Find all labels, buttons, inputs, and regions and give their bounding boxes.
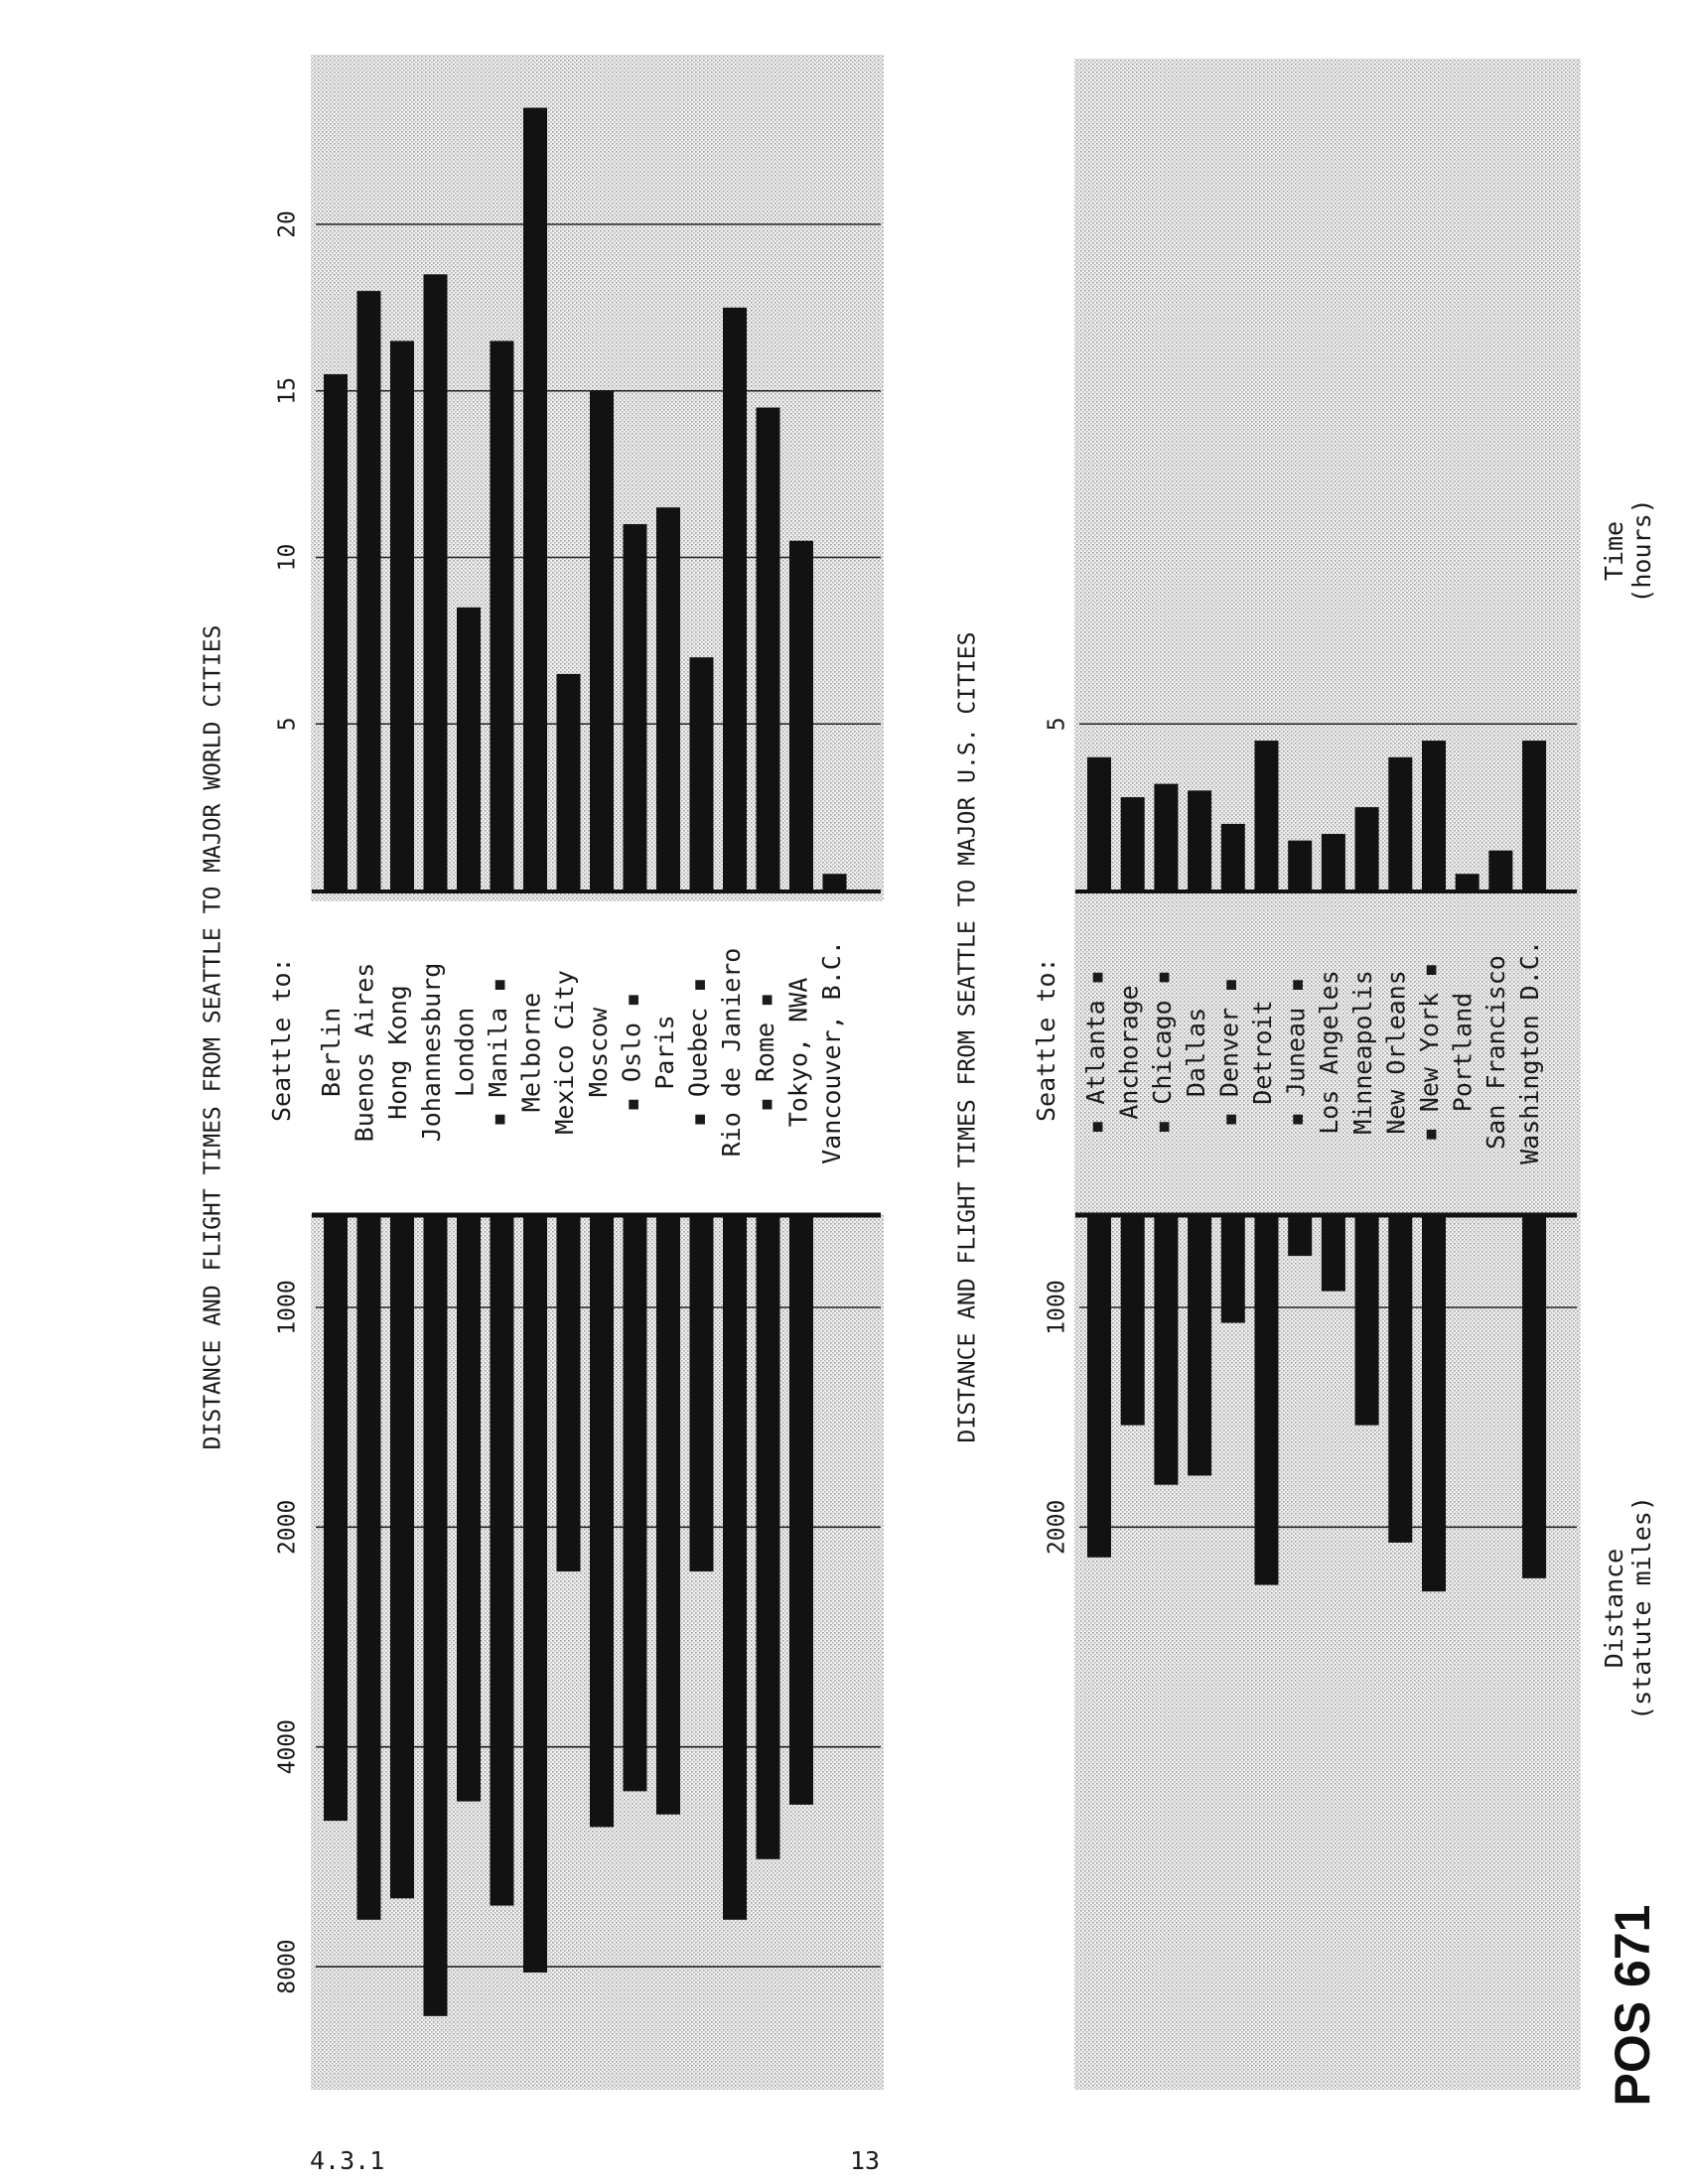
distance-bar xyxy=(1087,1217,1111,1558)
time-tick-label: 10 xyxy=(274,543,301,572)
distance-bar xyxy=(1255,1217,1279,1585)
category-label: ▪ Juneau ▪ xyxy=(1281,977,1311,1128)
time-bar xyxy=(656,507,680,890)
time-bar xyxy=(624,524,647,890)
category-label: Berlin xyxy=(317,1007,346,1098)
time-bar xyxy=(491,341,514,890)
category-label: Washington D.C. xyxy=(1514,940,1544,1164)
time-bar xyxy=(1488,851,1512,890)
distance-bar xyxy=(1388,1217,1412,1543)
time-bar xyxy=(723,308,747,890)
distance-axis-unit: (statute miles) xyxy=(1627,1496,1656,1720)
distance-bar xyxy=(491,1217,514,1906)
category-label: ▪ Atlanta ▪ xyxy=(1081,970,1110,1135)
time-bar xyxy=(457,608,481,890)
time-bar xyxy=(1422,741,1446,890)
time-bar xyxy=(1288,841,1312,890)
time-bar xyxy=(1322,834,1345,890)
us-category-header: Seattle to: xyxy=(1032,957,1060,1122)
us-chart-title: DISTANCE AND FLIGHT TIMES FROM SEATTLE TO MAJOR U.S. CITIES xyxy=(954,631,981,1443)
category-label: Moscow xyxy=(583,1007,613,1098)
time-bar xyxy=(1221,824,1245,890)
category-label: Hong Kong xyxy=(383,985,413,1120)
category-label: ▪ Chicago ▪ xyxy=(1148,970,1178,1135)
distance-bar xyxy=(523,1217,547,1973)
time-bar xyxy=(1522,741,1546,890)
distance-bar xyxy=(390,1217,414,1898)
page-number-right: 13 xyxy=(850,2146,881,2175)
distance-bar xyxy=(590,1217,614,1827)
category-label: Dallas xyxy=(1181,1007,1210,1098)
distance-bar xyxy=(1221,1217,1245,1323)
distance-bar xyxy=(1422,1217,1446,1591)
distance-bar xyxy=(1288,1217,1312,1256)
category-label: Melborne xyxy=(516,992,546,1113)
category-label: ▪ Denver ▪ xyxy=(1214,977,1244,1128)
time-bar xyxy=(1087,757,1111,890)
time-bar xyxy=(757,408,780,890)
distance-bar xyxy=(1355,1217,1379,1426)
distance-bar xyxy=(1522,1217,1546,1578)
time-bar xyxy=(557,674,581,890)
category-label: Johannesburg xyxy=(416,962,446,1143)
distance-bar xyxy=(723,1217,747,1920)
time-bar xyxy=(357,291,381,890)
distance-bar xyxy=(457,1217,481,1802)
category-label: San Francisco xyxy=(1481,955,1511,1150)
time-tick-label: 5 xyxy=(1044,717,1070,732)
distance-bar xyxy=(656,1217,680,1815)
time-bar xyxy=(823,874,847,890)
time-bar xyxy=(324,374,348,890)
distance-bar xyxy=(324,1217,348,1821)
distance-bar xyxy=(557,1217,581,1571)
time-bar xyxy=(1154,784,1178,890)
distance-tick-label: 2000 xyxy=(274,1499,301,1556)
category-label: Portland xyxy=(1448,992,1478,1113)
time-tick-label: 5 xyxy=(274,717,301,732)
category-label: Detroit xyxy=(1248,1000,1277,1105)
time-bar xyxy=(1388,757,1412,890)
distance-tick-label: 1000 xyxy=(274,1280,301,1335)
time-axis-unit: (hours) xyxy=(1627,498,1656,604)
time-bar xyxy=(690,657,714,890)
category-label: Tokyo, NWA xyxy=(783,977,813,1128)
distance-bar xyxy=(1322,1217,1345,1292)
category-label: Mexico City xyxy=(550,970,580,1135)
distance-bar xyxy=(624,1217,647,1791)
time-bar xyxy=(390,341,414,890)
distance-tick-label: 8000 xyxy=(274,1939,301,1994)
category-label: Anchorage xyxy=(1114,985,1144,1120)
distance-axis-title: Distance xyxy=(1600,1548,1628,1669)
time-bar xyxy=(590,391,614,890)
time-bar xyxy=(424,274,448,890)
category-label: Minneapolis xyxy=(1347,970,1377,1135)
world-category-labels xyxy=(317,940,846,1164)
time-bar xyxy=(1456,874,1479,890)
distance-bar xyxy=(757,1217,780,1859)
category-label: ▪ Oslo ▪ xyxy=(617,992,646,1113)
distance-bar xyxy=(424,1217,448,2016)
category-label: ▪ Rome ▪ xyxy=(750,992,779,1113)
category-label: Paris xyxy=(650,1015,679,1090)
time-bar xyxy=(1255,741,1279,890)
time-bar xyxy=(523,108,547,890)
distance-bar xyxy=(789,1217,813,1805)
distance-bar xyxy=(1188,1217,1211,1475)
category-label: ▪ Quebec ▪ xyxy=(683,977,713,1128)
doc-code: POS 671 xyxy=(1605,1904,1661,2107)
category-label: Los Angeles xyxy=(1315,970,1344,1135)
distance-bar xyxy=(1121,1217,1145,1426)
category-label: ▪ New York ▪ xyxy=(1415,962,1444,1143)
time-bar xyxy=(1121,797,1145,890)
distance-bar xyxy=(1154,1217,1178,1485)
world-chart-title: DISTANCE AND FLIGHT TIMES FROM SEATTLE TO MAJOR WORLD CITIES xyxy=(200,624,226,1450)
distance-bar xyxy=(357,1217,381,1920)
category-label: Rio de Janiero xyxy=(717,947,747,1158)
category-label: Vancouver, B.C. xyxy=(817,940,846,1164)
time-bar xyxy=(1188,790,1211,890)
category-label: ▪ Manila ▪ xyxy=(484,977,512,1128)
time-tick-label: 15 xyxy=(274,376,301,405)
time-axis-title: Time xyxy=(1600,520,1628,582)
category-label: New Orleans xyxy=(1381,970,1411,1135)
time-bar xyxy=(1355,807,1379,890)
category-label: Buenos Aires xyxy=(350,962,379,1143)
distance-bar xyxy=(690,1217,714,1571)
time-tick-label: 20 xyxy=(274,210,301,238)
distance-tick-label: 2000 xyxy=(1044,1499,1070,1556)
world-category-header: Seattle to: xyxy=(267,957,296,1122)
time-bar xyxy=(789,541,813,890)
distance-tick-label: 1000 xyxy=(1044,1280,1070,1335)
category-label: London xyxy=(450,1007,480,1098)
distance-tick-label: 4000 xyxy=(274,1718,301,1775)
page-number-left: 4.3.1 xyxy=(310,2146,385,2175)
